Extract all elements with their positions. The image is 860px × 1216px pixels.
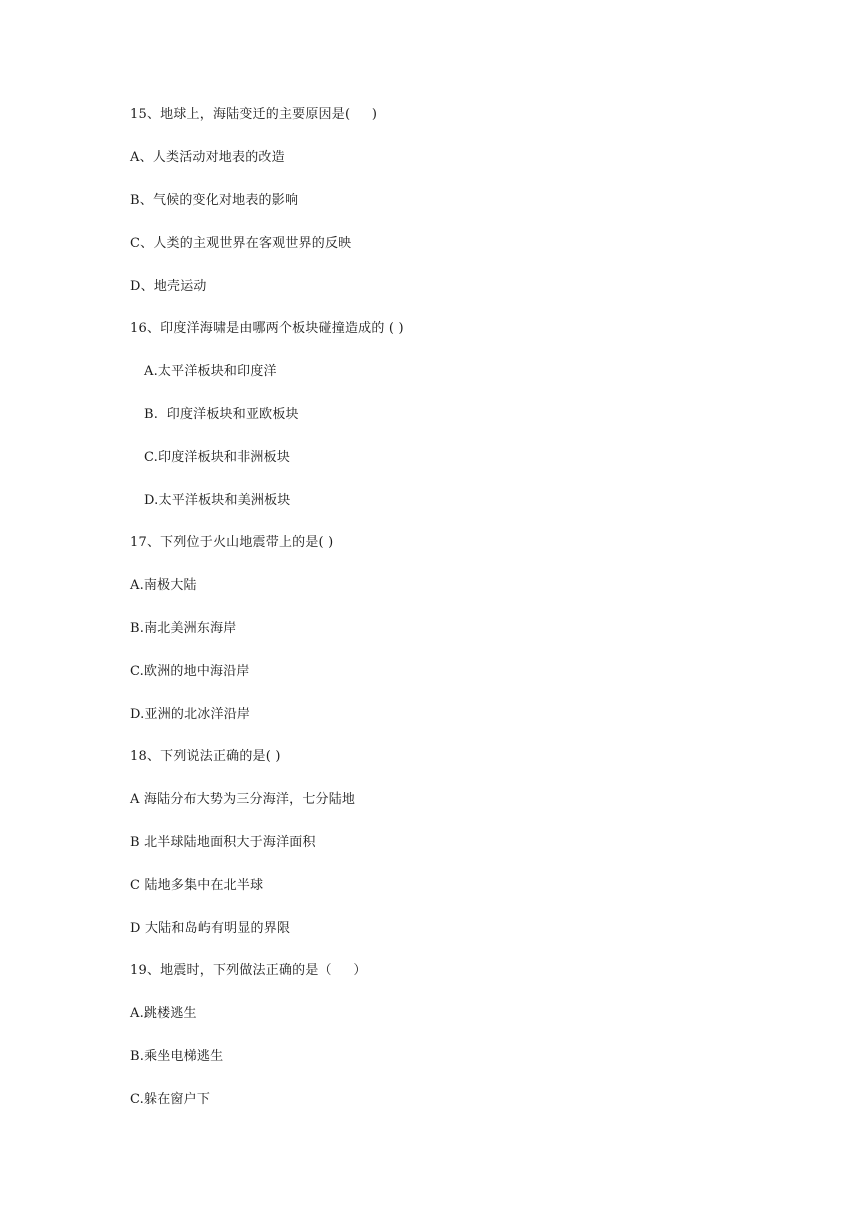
question-16-option-c: C.印度洋板块和非洲板块	[144, 450, 291, 465]
question-19-option-b: B.乘坐电梯逃生	[130, 1049, 224, 1064]
question-17-stem: 17、下列位于火山地震带上的是( )	[130, 535, 334, 550]
question-15-option-b: B、气候的变化对地表的影响	[130, 193, 299, 208]
question-18-option-c: C 陆地多集中在北半球	[130, 878, 264, 893]
question-17-option-b: B.南北美洲东海岸	[130, 621, 237, 636]
question-16-stem: 16、印度洋海啸是由哪两个板块碰撞造成的 ( )	[130, 321, 404, 336]
question-17-option-d: D.亚洲的北冰洋沿岸	[130, 707, 251, 722]
question-18-option-d: D 大陆和岛屿有明显的界限	[130, 921, 291, 936]
question-15-option-c: C、人类的主观世界在客观世界的反映	[130, 236, 352, 251]
question-15-stem: 15、地球上，海陆变迁的主要原因是( )	[130, 107, 378, 122]
question-16-option-d: D.太平洋板块和美洲板块	[144, 493, 291, 508]
question-19-stem: 19、地震时，下列做法正确的是（ ）	[130, 963, 367, 978]
question-18-stem: 18、下列说法正确的是( )	[130, 749, 281, 764]
question-16-option-a: A.太平洋板块和印度洋	[144, 364, 277, 379]
question-17-option-c: C.欧洲的地中海沿岸	[130, 664, 250, 679]
question-15-option-d: D、地壳运动	[130, 279, 207, 294]
question-18-option-b: B 北半球陆地面积大于海洋面积	[130, 835, 316, 850]
question-15-option-a: A、人类活动对地表的改造	[130, 150, 285, 165]
question-16-option-b: B. 印度洋板块和亚欧板块	[144, 407, 299, 422]
question-17-option-a: A.南极大陆	[130, 578, 197, 593]
question-18-option-a: A 海陆分布大势为三分海洋，七分陆地	[130, 792, 356, 807]
question-19-option-a: A.跳楼逃生	[130, 1006, 197, 1021]
question-19-option-c: C.躲在窗户下	[130, 1092, 211, 1107]
